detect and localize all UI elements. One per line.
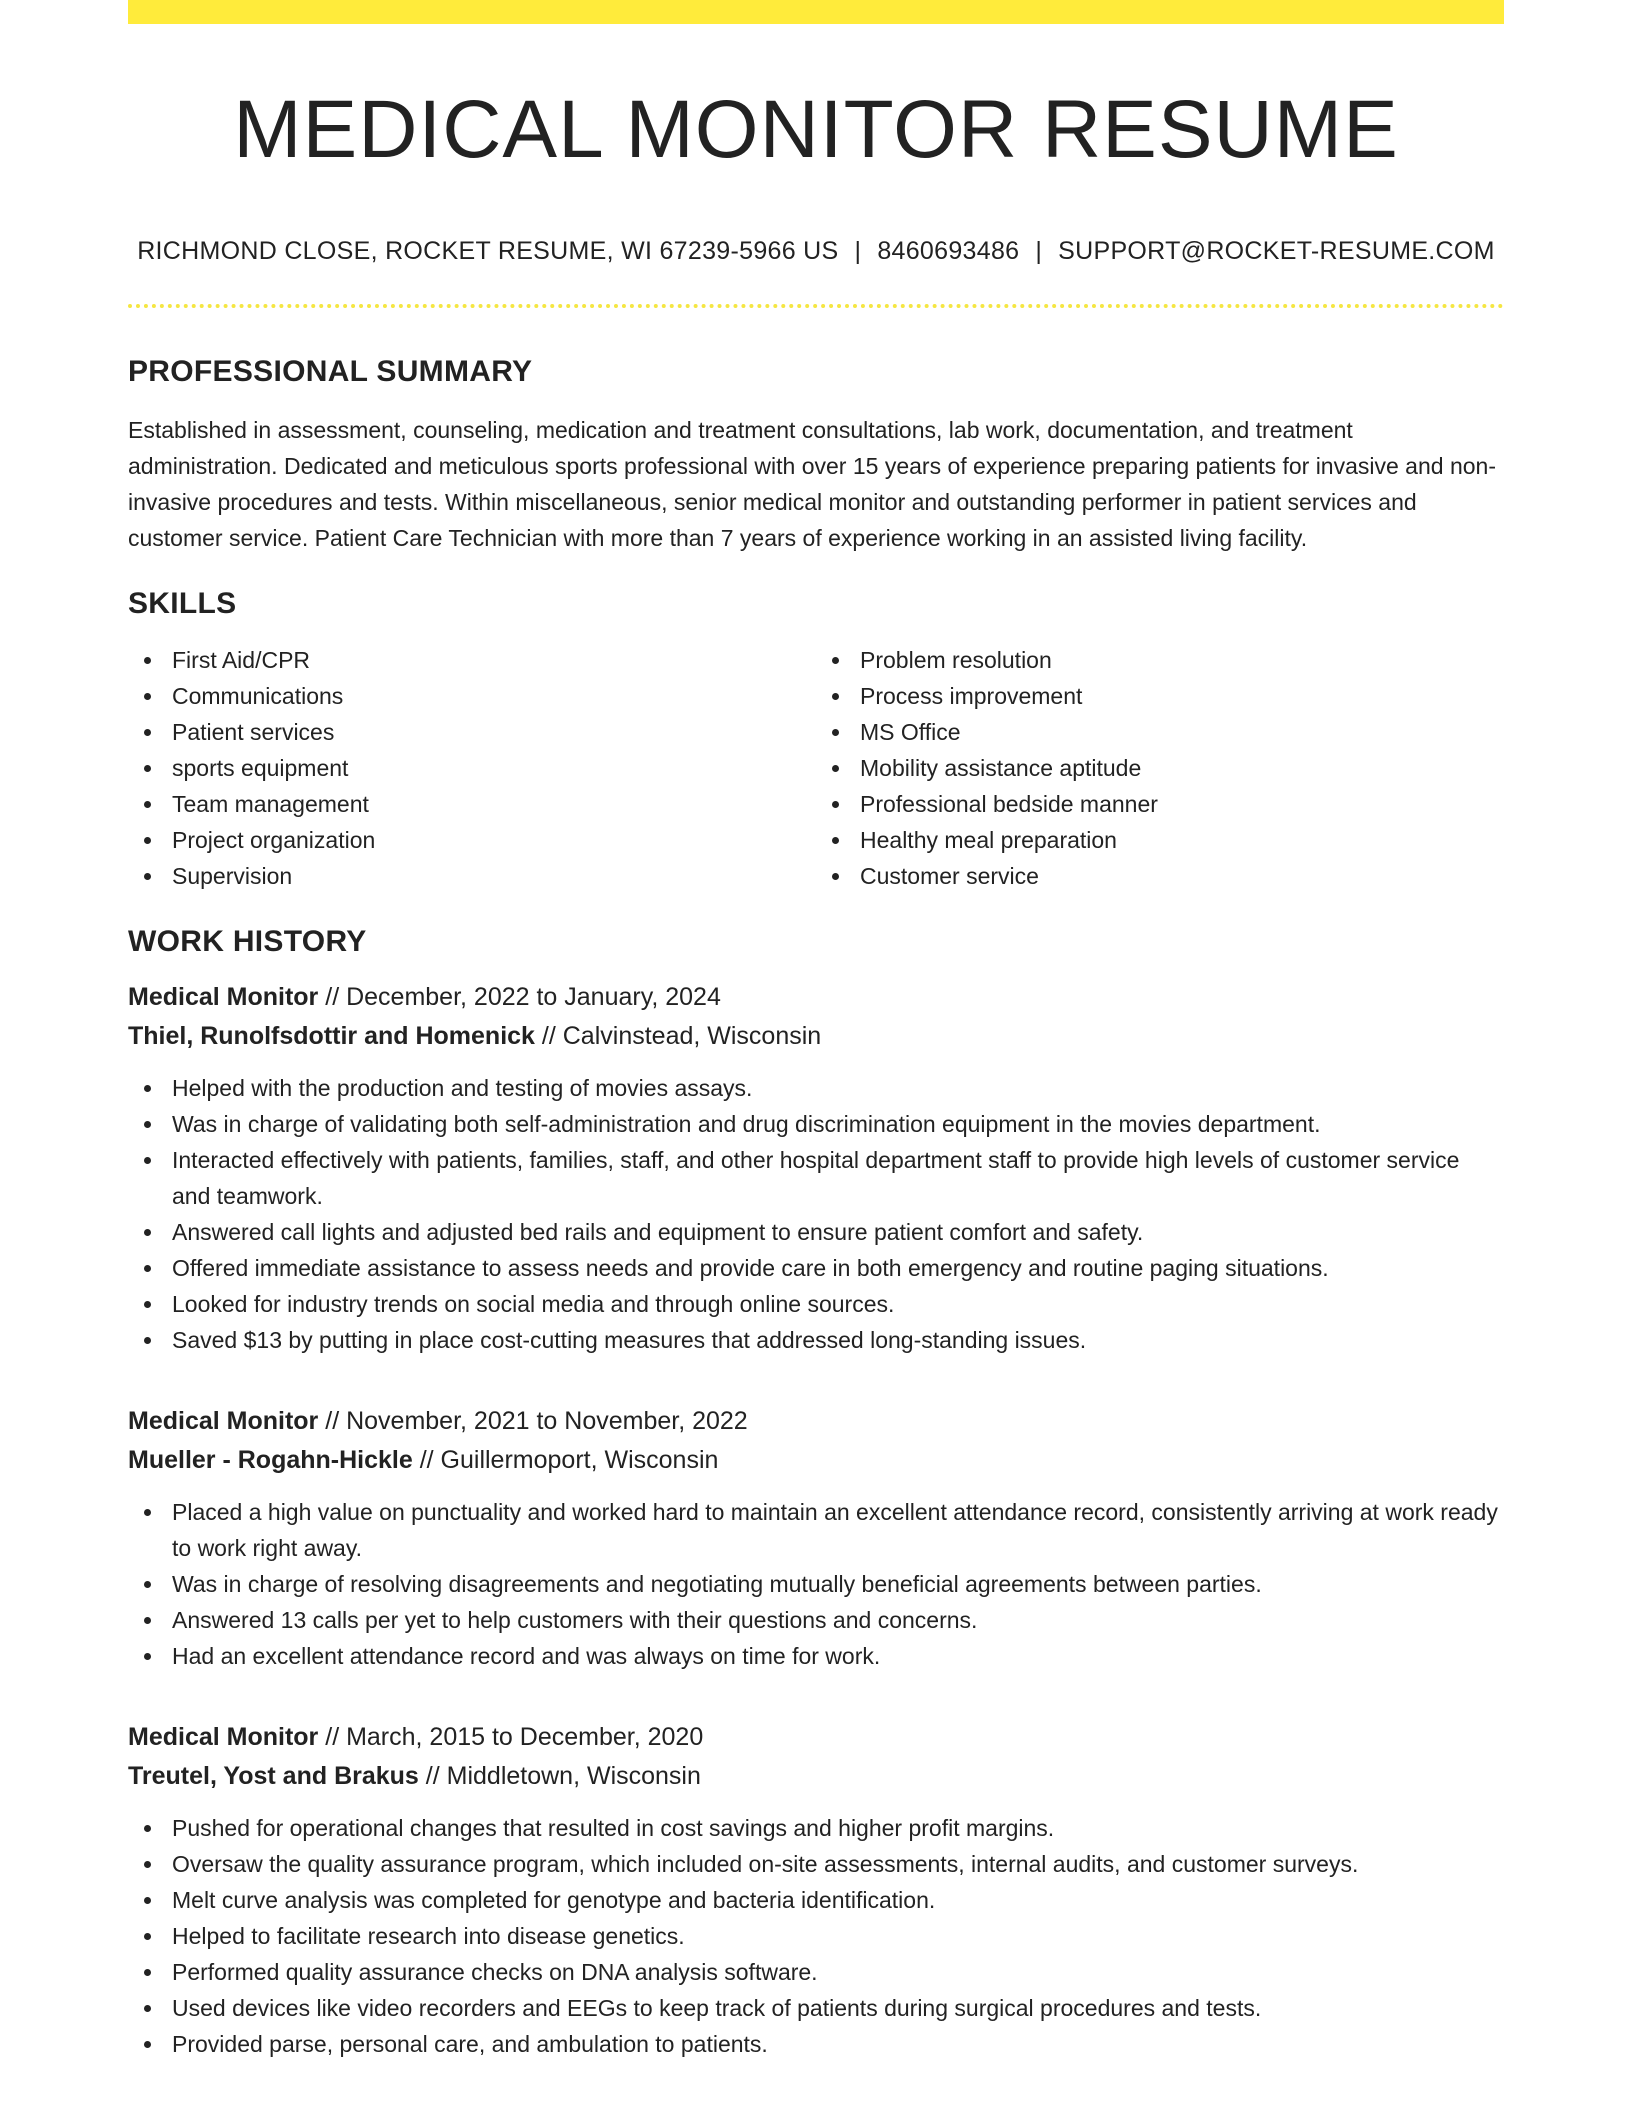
job-company-line: [128, 1757, 1504, 1796]
job-company: Treutel, Yost and Brakus: [128, 1762, 419, 1790]
skills-column-right: [816, 642, 1504, 894]
job-duty-item: Offered immediate assistance to assess needs and provide care in both emergency and routine paging situations.: [128, 1250, 1504, 1286]
job-dates: // November, 2021 to November, 2022: [318, 1407, 748, 1435]
skill-item: Healthy meal preparation: [816, 822, 1504, 858]
job-company: Mueller - Rogahn-Hickle: [128, 1446, 413, 1474]
job-dates: // March, 2015 to December, 2020: [318, 1723, 704, 1751]
dotted-divider: [128, 304, 1504, 308]
skill-item: MS Office: [816, 714, 1504, 750]
job-company-line: [128, 1017, 1504, 1056]
job-duty-item: Interacted effectively with patients, families, staff, and other hospital department staff to provide high levels of customer service and teamwork.: [128, 1142, 1504, 1214]
skills-list: [128, 642, 1504, 894]
job-duty-item: Provided parse, personal care, and ambulation to patients.: [128, 2026, 1504, 2062]
job-dates: // December, 2022 to January, 2024: [318, 983, 721, 1011]
job-title-line: [128, 1718, 1504, 1757]
skill-item: First Aid/CPR: [128, 642, 816, 678]
job-duty-item: Helped with the production and testing of movies assays.: [128, 1070, 1504, 1106]
job-duty-item: Was in charge of resolving disagreements and negotiating mutually beneficial agreements between parties.: [128, 1566, 1504, 1602]
job-duties-list: [128, 1810, 1504, 2062]
job-duty-item: Pushed for operational changes that resulted in cost savings and higher profit margins.: [128, 1810, 1504, 1846]
skill-item: Communications: [128, 678, 816, 714]
job-title-line: [128, 978, 1504, 1017]
accent-bar: [128, 0, 1504, 24]
job-duty-item: Used devices like video recorders and EEGs to keep track of patients during surgical procedures and tests.: [128, 1990, 1504, 2026]
contact-line: [128, 236, 1504, 266]
job-location: // Guillermoport, Wisconsin: [412, 1446, 719, 1474]
job-duty-item: Melt curve analysis was completed for genotype and bacteria identification.: [128, 1882, 1504, 1918]
resume-page: [128, 0, 1504, 2062]
job-duties-list: [128, 1070, 1504, 1358]
job-duty-item: Performed quality assurance checks on DNA analysis software.: [128, 1954, 1504, 1990]
work-history-heading: WORK HISTORY: [128, 925, 367, 958]
job-duties-list: [128, 1494, 1504, 1674]
contact-email: SUPPORT@ROCKET-RESUME.COM: [1058, 237, 1495, 265]
job-location: // Calvinstead, Wisconsin: [534, 1022, 822, 1050]
work-history-list: [128, 978, 1504, 2062]
job-title: Medical Monitor: [128, 1723, 319, 1751]
job-title: Medical Monitor: [128, 983, 319, 1011]
skill-item: Customer service: [816, 858, 1504, 894]
skill-item: Supervision: [128, 858, 816, 894]
skill-item: Professional bedside manner: [816, 786, 1504, 822]
skills-column-left: [128, 642, 816, 894]
skill-item: Team management: [128, 786, 816, 822]
job-entry: [128, 1718, 1504, 2062]
job-title: Medical Monitor: [128, 1407, 319, 1435]
job-duty-item: Was in charge of validating both self-administration and drug discrimination equipment in the movies department.: [128, 1106, 1504, 1142]
job-title-line: [128, 1402, 1504, 1441]
contact-phone: 8460693486: [877, 237, 1020, 265]
skill-item: Patient services: [128, 714, 816, 750]
skill-item: Mobility assistance aptitude: [816, 750, 1504, 786]
skills-heading: SKILLS: [128, 587, 237, 620]
job-location: // Middletown, Wisconsin: [418, 1762, 701, 1790]
job-duty-item: Helped to facilitate research into disease genetics.: [128, 1918, 1504, 1954]
summary-heading: PROFESSIONAL SUMMARY: [128, 355, 533, 388]
contact-address: RICHMOND CLOSE, ROCKET RESUME, WI 67239-5966 US: [137, 237, 839, 265]
job-duty-item: Answered call lights and adjusted bed rails and equipment to ensure patient comfort and safety.: [128, 1214, 1504, 1250]
resume-title: MEDICAL MONITOR RESUME: [233, 84, 1399, 175]
job-entry: [128, 978, 1504, 1358]
job-duty-item: Placed a high value on punctuality and worked hard to maintain an excellent attendance record, consistently arriving at work ready to work right away.: [128, 1494, 1504, 1566]
job-duty-item: Saved $13 by putting in place cost-cutting measures that addressed long-standing issues.: [128, 1322, 1504, 1358]
skill-item: Project organization: [128, 822, 816, 858]
job-duty-item: Had an excellent attendance record and was always on time for work.: [128, 1638, 1504, 1674]
job-entry: [128, 1402, 1504, 1674]
job-duty-item: Oversaw the quality assurance program, which included on-site assessments, internal audits, and customer surveys.: [128, 1846, 1504, 1882]
skill-item: sports equipment: [128, 750, 816, 786]
skill-item: Process improvement: [816, 678, 1504, 714]
summary-text: Established in assessment, counseling, medication and treatment consultations, lab work, documentation, and treatment administration. Dedicated and meticulous sports professional with over 15 years of experience preparing patients for invasive and non-invasive procedures and tests. Within miscellaneous, senior medical monitor and outstanding performer in patient services and customer service. Patient Care Technician with more than 7 years of experience working in an assisted living facility.: [128, 417, 1496, 551]
contact-separator: |: [1035, 237, 1043, 265]
job-company-line: [128, 1441, 1504, 1480]
job-company: Thiel, Runolfsdottir and Homenick: [128, 1022, 535, 1050]
job-duty-item: Answered 13 calls per yet to help customers with their questions and concerns.: [128, 1602, 1504, 1638]
skill-item: Problem resolution: [816, 642, 1504, 678]
job-duty-item: Looked for industry trends on social media and through online sources.: [128, 1286, 1504, 1322]
contact-separator: |: [854, 237, 862, 265]
